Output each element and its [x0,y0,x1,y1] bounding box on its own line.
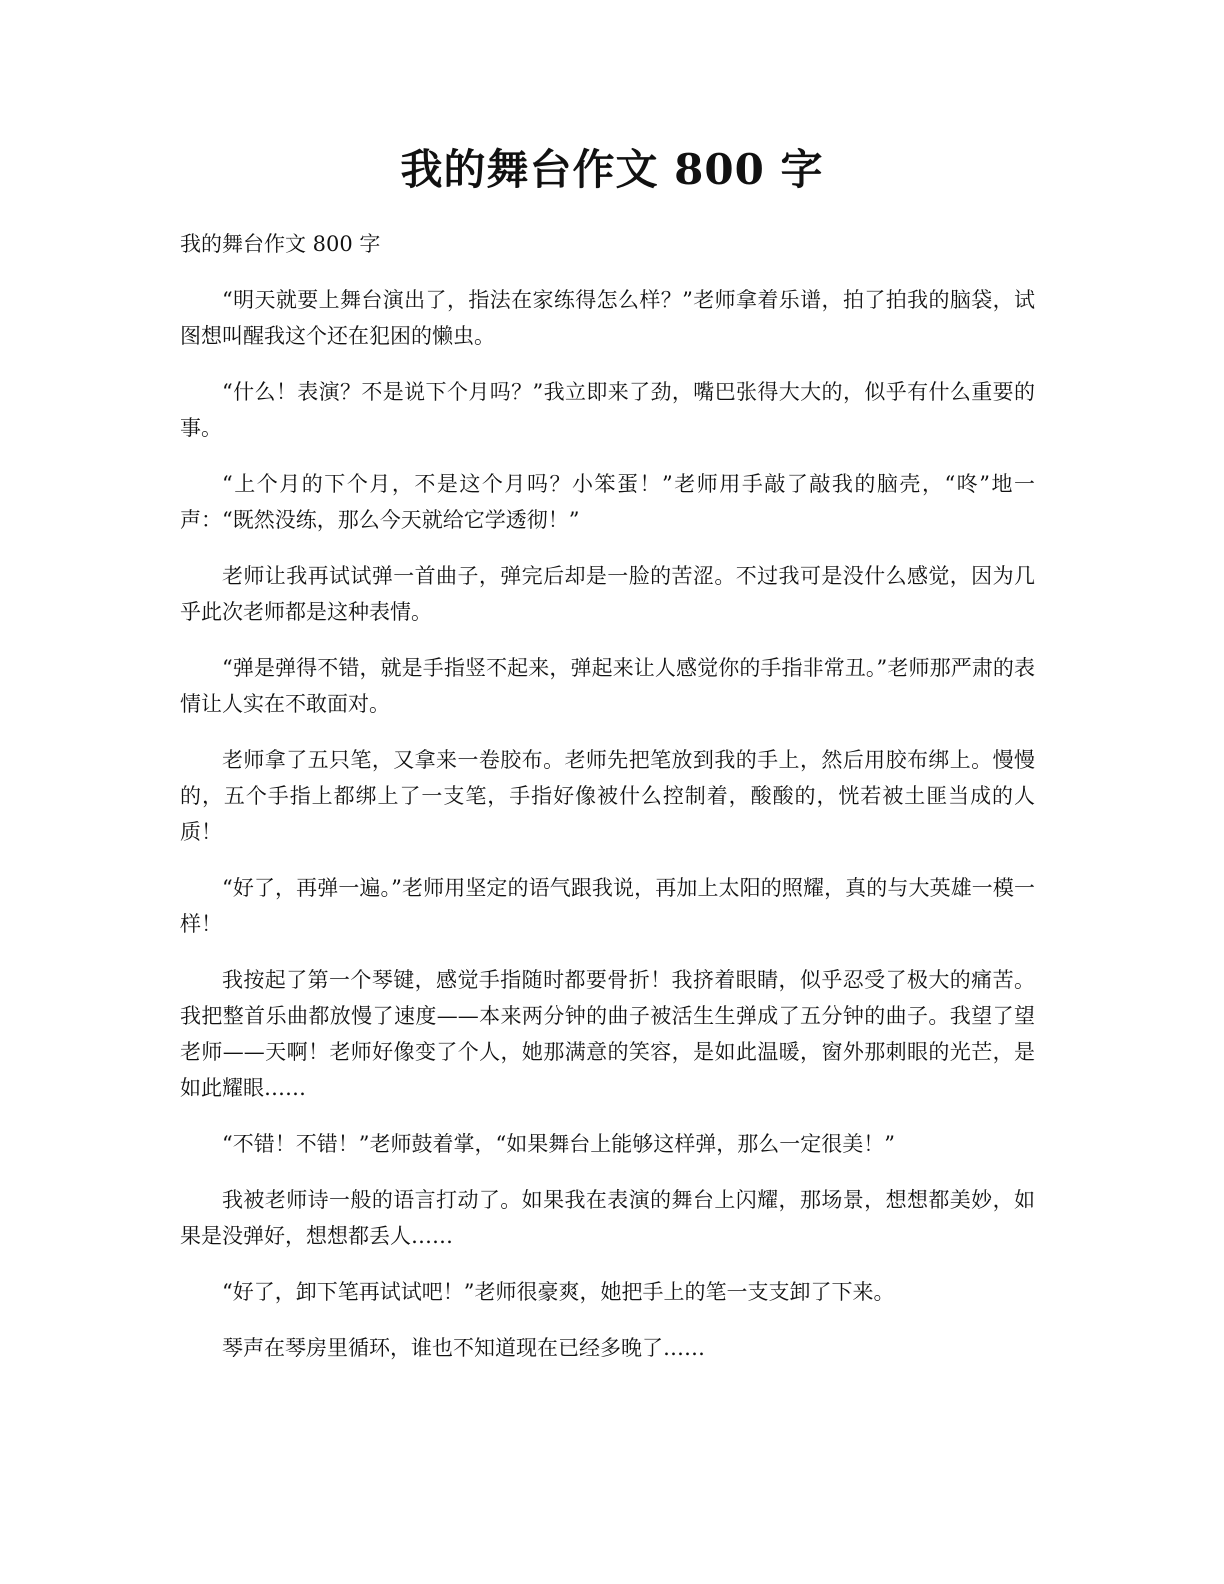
document-body [180,226,1035,1386]
paragraph-5: “弹是弹得不错，就是手指竖不起来，弹起来让人感觉你的手指非常丑。”老师那严肃的表情让人实在不敢面对。 [180,656,1035,716]
paragraph-12: 琴声在琴房里循环，谁也不知道现在已经多晚了…… [222,1336,705,1360]
paragraph-1: “明天就要上舞台演出了，指法在家练得怎么样？”老师拿着乐谱，拍了拍我的脑袋，试图想叫醒我这个还在犯困的懒虫。 [180,288,1035,348]
paragraph-7: “好了，再弹一遍。”老师用坚定的语气跟我说，再加上太阳的照耀，真的与大英雄一模一样！ [180,876,1035,936]
paragraph-4: 老师让我再试试弹一首曲子，弹完后却是一脸的苦涩。不过我可是没什么感觉，因为几乎此次老师都是这种表情。 [180,564,1035,624]
paragraph-6: 老师拿了五只笔，又拿来一卷胶布。老师先把笔放到我的手上，然后用胶布绑上。慢慢的，五个手指上都绑上了一支笔，手指好像被什么控制着，酸酸的，恍若被土匪当成的人质！ [180,748,1035,844]
paragraph-9: “不错！不错！”老师鼓着掌，“如果舞台上能够这样弹，那么一定很美！” [222,1132,895,1156]
document-title: 我的舞台作文 800 字 [400,145,824,194]
paragraph-3: “上个月的下个月，不是这个月吗？小笨蛋！”老师用手敲了敲我的脑壳，“咚”地一声：“既然没练，那么今天就给它学透彻！” [180,472,1035,532]
paragraph-8: 我按起了第一个琴键，感觉手指随时都要骨折！我挤着眼睛，似乎忍受了极大的痛苦。我把整首乐曲都放慢了速度——本来两分钟的曲子被活生生弹成了五分钟的曲子。我望了望老师——天啊！老师好像变了个人，她那满意的笑容，是如此温暖，窗外那刺眼的光芒，是如此耀眼…… [180,968,1035,1100]
document-subtitle: 我的舞台作文 800 字 [180,232,381,256]
paragraph-10: 我被老师诗一般的语言打动了。如果我在表演的舞台上闪耀，那场景，想想都美妙，如果是没弹好，想想都丢人…… [180,1188,1035,1248]
paragraph-2: “什么！表演？不是说下个月吗？”我立即来了劲，嘴巴张得大大的，似乎有什么重要的事。 [180,380,1035,440]
paragraph-11: “好了，卸下笔再试试吧！”老师很豪爽，她把手上的笔一支支卸了下来。 [222,1280,895,1304]
